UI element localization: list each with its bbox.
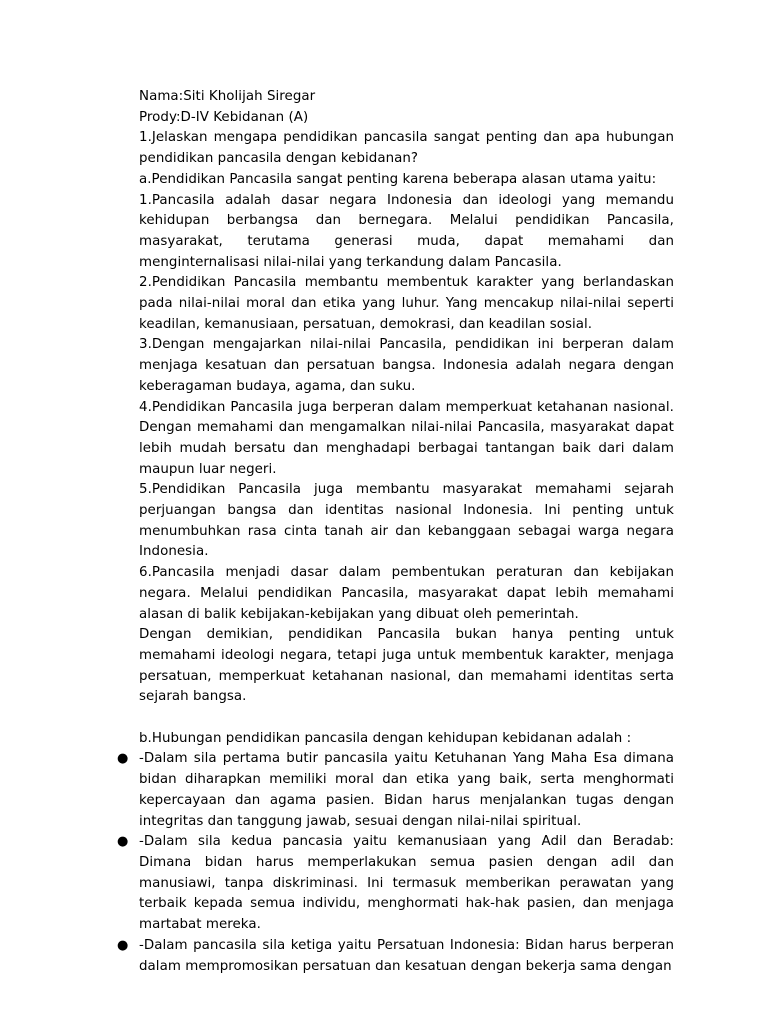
- bullet-text: -Dalam pancasila sila ketiga yaitu Persatuan Indonesia: Bidan harus berperan dalam mempromosikan persatuan dan kesatuan dengan bekerja sama dengan: [139, 937, 674, 974]
- bullet-dot-icon: ●: [117, 751, 129, 767]
- part-a-intro: a.Pendidikan Pancasila sangat penting karena beberapa alasan utama yaitu:: [139, 171, 657, 187]
- study-program: Prody:D-IV Kebidanan (A): [139, 109, 309, 125]
- bullet-text: -Dalam sila kedua pancasia yaitu kemanusiaan yang Adil dan Beradab: Dimana bidan harus memperlakukan semua pasien dengan adil dan manusiawi, tanpa diskriminasi. Ini termasuk memberikan perawatan yang terbaik kepada semua individu, menghormati hak-hak pasien, dan menjaga martabat mereka.: [139, 834, 674, 933]
- bullet-dot-icon: ●: [117, 937, 129, 953]
- part-a-point-1: 1.Pancasila adalah dasar negara Indonesia dan ideologi yang memandu kehidupan berbangsa dan bernegara. Melalui pendidikan Pancasila, masyarakat, terutama generasi muda, dapat memahami dan menginternalisasi nilai-nilai yang terkandung dalam Pancasila.: [139, 192, 674, 270]
- part-a-point-5: 5.Pendidikan Pancasila juga membantu masyarakat memahami sejarah perjuangan bangsa dan identitas nasional Indonesia. Ini penting untuk menumbuhkan rasa cinta tanah air dan kebanggaan sebagai warga negara Indonesia.: [139, 482, 674, 560]
- part-a-point-2: 2.Pendidikan Pancasila membantu membentuk karakter yang berlandaskan pada nilai-nilai moral dan etika yang luhur. Yang mencakup nilai-nilai seperti keadilan, kemanusiaan, persatuan, demokrasi, dan keadilan sosial.: [139, 275, 674, 332]
- part-a-point-6: 6.Pancasila menjadi dasar dalam pembentukan peraturan dan kebijakan negara. Melalui pendidikan Pancasila, masyarakat dapat lebih memahami alasan di balik kebijakan-kebijakan yang dibuat oleh pemerintah.: [139, 565, 674, 622]
- part-b-bullet-list: [117, 749, 674, 977]
- document-body: [117, 87, 674, 977]
- part-a-point-3: 3.Dengan mengajarkan nilai-nilai Pancasila, pendidikan ini berperan dalam menjaga kesatuan dan persatuan bangsa. Indonesia adalah negara dengan keberagaman budaya, agama, dan suku.: [139, 337, 674, 394]
- list-item: [117, 832, 674, 936]
- bullet-dot-icon: ●: [117, 834, 129, 850]
- student-name: Nama:Siti Kholijah Siregar: [139, 89, 316, 104]
- paragraph-spacer: [139, 708, 674, 729]
- part-a-point-4: 4.Pendidikan Pancasila juga berperan dalam memperkuat ketahanan nasional. Dengan memahami dan mengamalkan nilai-nilai Pancasila, masyarakat dapat lebih mudah bersatu dan menghadapi berbagai tantangan baik dari dalam maupun luar negeri.: [139, 399, 674, 477]
- bullet-text: -Dalam sila pertama butir pancasila yaitu Ketuhanan Yang Maha Esa dimana bidan diharapkan memiliki moral dan etika yang baik, serta menghormati kepercayaan dan agama pasien. Bidan harus menjalankan tugas dengan integritas dan tanggung jawab, sesuai dengan nilai-nilai spiritual.: [139, 751, 674, 829]
- list-item: [117, 936, 674, 977]
- question-text: 1.Jelaskan mengapa pendidikan pancasila sangat penting dan apa hubungan pendidikan pancasila dengan kebidanan?: [139, 130, 674, 167]
- part-a-conclusion: Dengan demikian, pendidikan Pancasila bukan hanya penting untuk memahami ideologi negara, tetapi juga untuk membentuk karakter, menjaga persatuan, memperkuat ketahanan nasional, dan memahami identitas serta sejarah bangsa.: [139, 627, 674, 705]
- part-b-intro: b.Hubungan pendidikan pancasila dengan kehidupan kebidanan adalah :: [139, 730, 632, 746]
- list-item: [117, 749, 674, 832]
